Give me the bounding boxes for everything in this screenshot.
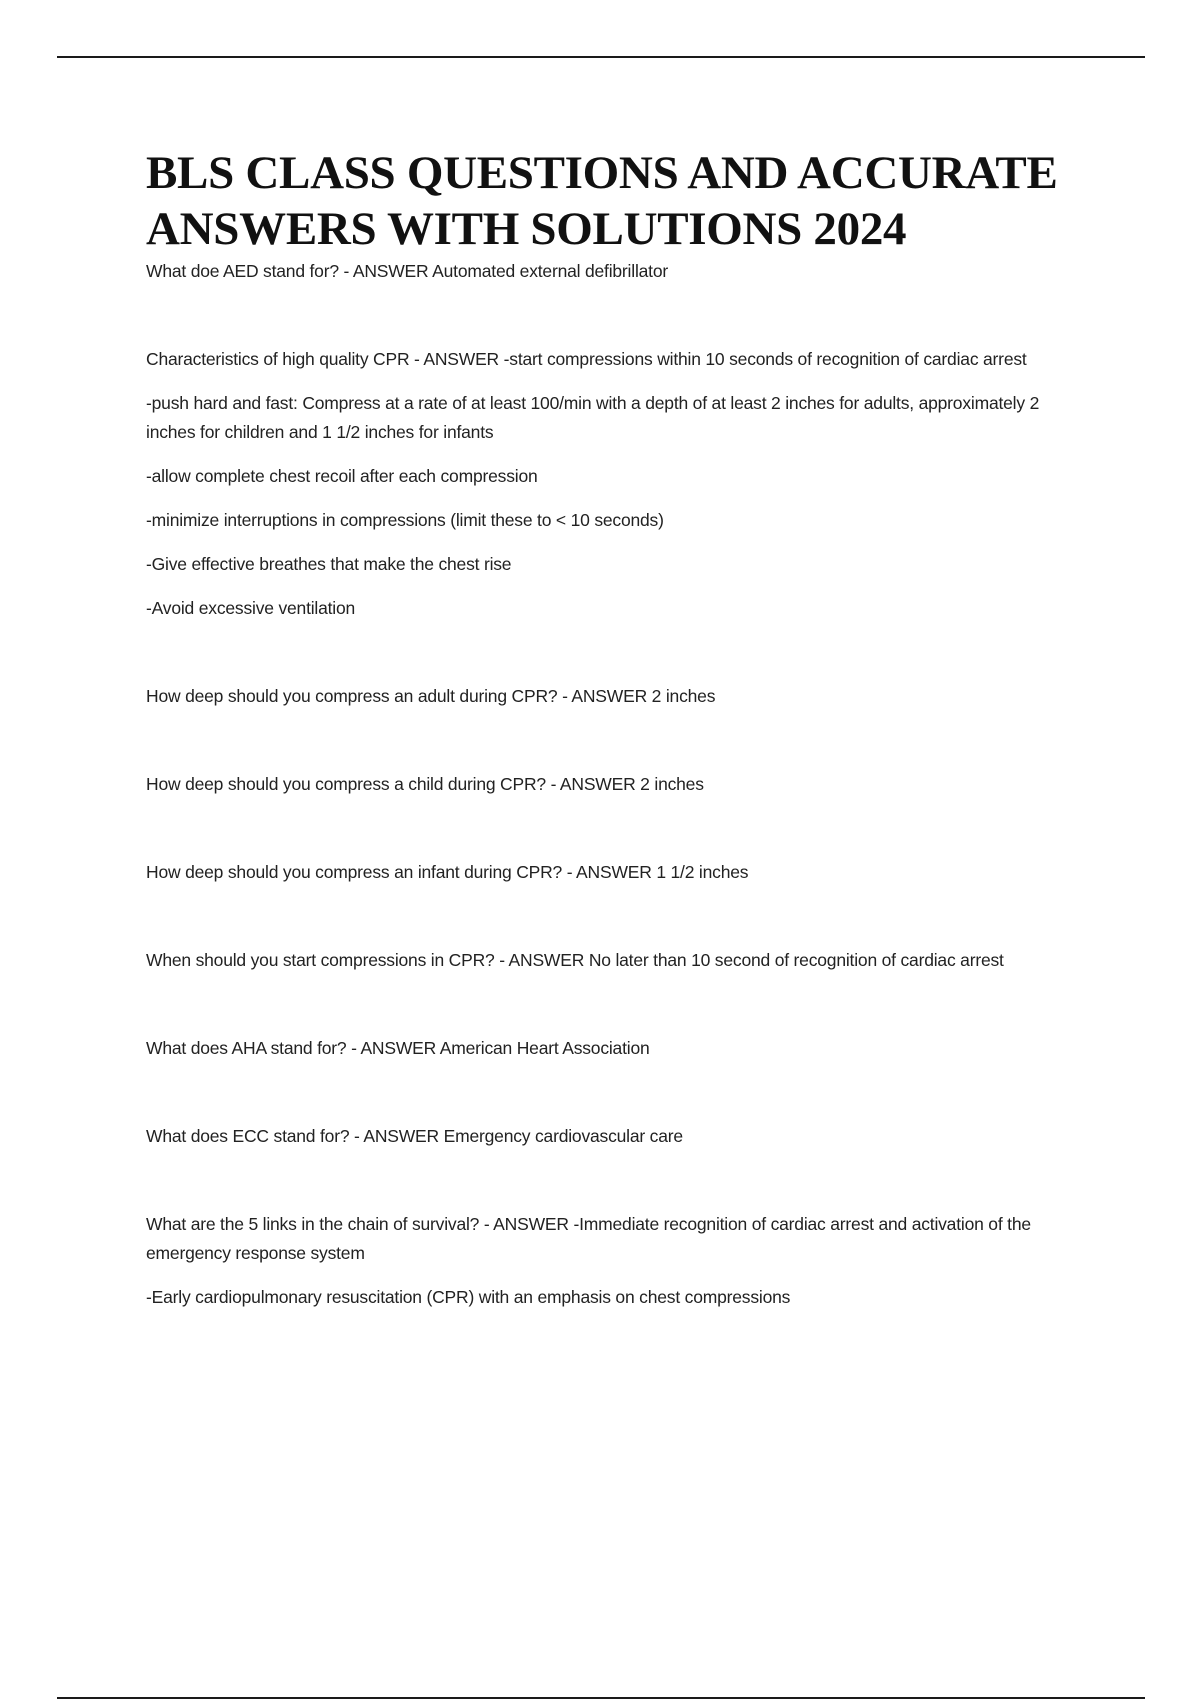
qa-block: What does AHA stand for? - ANSWER American Heart Association [146, 1038, 650, 1058]
qa-block: How deep should you compress a child during CPR? - ANSWER 2 inches [146, 774, 704, 794]
qa-block: What are the 5 links in the chain of survival? - ANSWER -Immediate recognition of cardiac arrest and activation of the emergency response system [146, 1214, 1031, 1263]
qa-block: -minimize interruptions in compressions (limit these to < 10 seconds) [146, 510, 664, 530]
qa-block: What doe AED stand for? - ANSWER Automated external defibrillator [146, 261, 668, 281]
qa-block: -Avoid excessive ventilation [146, 598, 356, 618]
document-title: BLS CLASS QUESTIONS AND ACCURATE ANSWERS WITH SOLUTIONS 2024 [146, 147, 1058, 255]
qa-block: When should you start compressions in CPR? - ANSWER No later than 10 second of recognition of cardiac arrest [146, 950, 1004, 970]
qa-block: What does ECC stand for? - ANSWER Emergency cardiovascular care [146, 1126, 683, 1146]
footer-rule [57, 1697, 1145, 1699]
qa-block: -push hard and fast: Compress at a rate of at least 100/min with a depth of at least 2 inches for adults, approximately 2 inches for children and 1 1/2 inches for infants [146, 393, 1040, 442]
document-page [146, 145, 1086, 1312]
qa-block: How deep should you compress an infant during CPR? - ANSWER 1 1/2 inches [146, 862, 749, 882]
qa-list [146, 257, 1086, 1312]
qa-block: -Give effective breathes that make the chest rise [146, 554, 512, 574]
qa-block: -Early cardiopulmonary resuscitation (CPR) with an emphasis on chest compressions [146, 1287, 791, 1307]
qa-block: How deep should you compress an adult during CPR? - ANSWER 2 inches [146, 686, 716, 706]
qa-block: -allow complete chest recoil after each compression [146, 466, 538, 486]
qa-block: Characteristics of high quality CPR - ANSWER -start compressions within 10 seconds of recognition of cardiac arrest [146, 349, 1027, 369]
header-rule [57, 56, 1145, 58]
